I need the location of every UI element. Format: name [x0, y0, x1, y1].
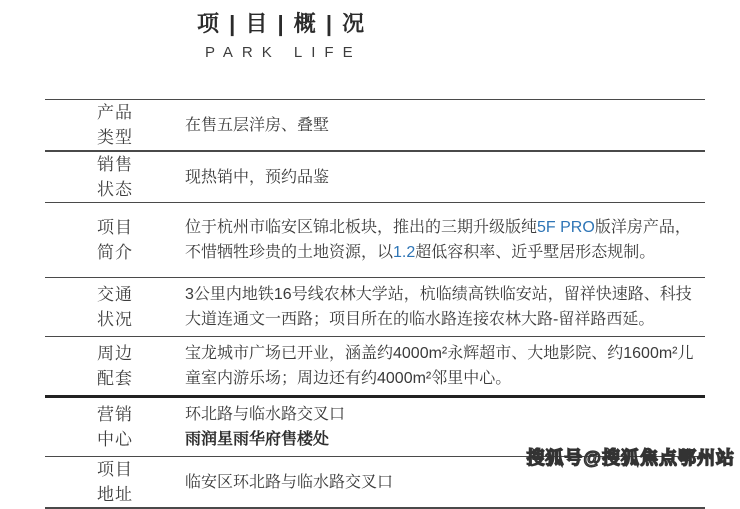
row-content: 环北路与临水路交叉口 雨润星雨华府售楼处 [185, 406, 346, 448]
table-row [45, 203, 705, 278]
page-subtitle: PARK LIFE [205, 44, 362, 61]
table-row [45, 152, 705, 203]
table-row [45, 278, 705, 337]
row-label: 营销 中心 [97, 405, 133, 449]
row-content: 现热销中，预约品鉴 [185, 168, 330, 186]
row-label: 交通 状况 [97, 285, 133, 329]
row-label: 周边 配套 [97, 344, 133, 388]
row-content: 临安区环北路与临水路交叉口 [185, 473, 394, 491]
row-label: 项目 简介 [97, 218, 133, 262]
row-content: 3公里内地铁16号线农林大学站，杭临绩高铁临安站，留祥快速路、科技大道连通文一西路；项目所在的临水路连接农林大路-留祥路西延。 [185, 286, 692, 328]
row-label: 销售 状态 [97, 155, 133, 199]
row-content: 在售五层洋房、叠墅 [185, 116, 330, 134]
page-header [197, 0, 740, 61]
row-content: 位于杭州市临安区锦北板块，推出的三期升级版纯5F PRO版洋房产品，不惜牺牲珍贵的土地资源，以1.2超低容积率、近乎墅居形态规制。 [185, 219, 691, 261]
page-title: 项 | 目 | 概 | 况 [197, 11, 367, 36]
table-row [45, 100, 705, 152]
row-content: 宝龙城市广场已开业，涵盖约4000m²永辉超市、大地影院、约1600m²儿童室内游乐场；周边还有约4000m²邻里中心。 [185, 345, 694, 387]
row-label: 产品 类型 [97, 103, 133, 147]
table-row [45, 337, 705, 398]
row-label: 项目 地址 [97, 460, 133, 504]
watermark: 搜狐号@搜狐焦点鄂州站 [526, 448, 735, 468]
